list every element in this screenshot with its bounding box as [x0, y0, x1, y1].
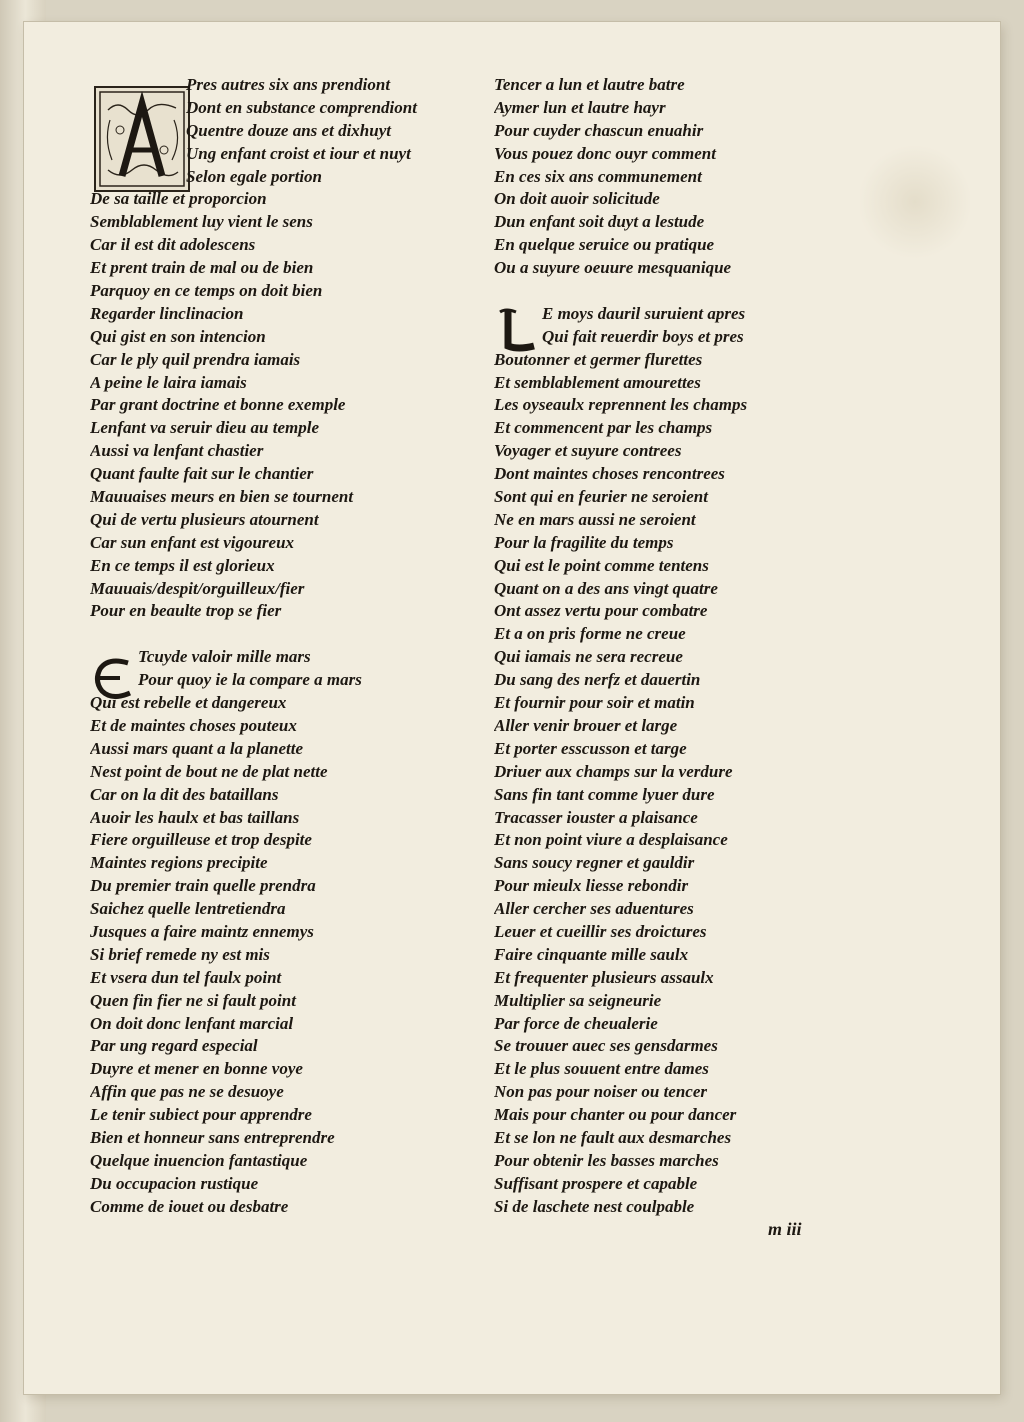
verse-line: Multiplier sa seigneurie	[494, 990, 662, 1010]
verse-line: Pour cuyder chascun enuahir	[494, 120, 704, 140]
verse-line: Sont qui en feurier ne seroient	[494, 487, 708, 507]
verse-line: Et prent train de mal ou de bien	[90, 258, 314, 278]
verse-line: Si de laschete nest coulpable	[494, 1196, 695, 1216]
verse-line: Quant faulte fait sur le chantier	[90, 464, 314, 484]
verse-line: Qui de vertu plusieurs atournent	[90, 509, 319, 529]
verse-line: Et non point viure a desplaisance	[494, 830, 728, 850]
verse-line: Les oyseaulx reprennent les champs	[494, 395, 748, 415]
verse-line: Du premier train quelle prendra	[90, 876, 316, 896]
verse-line: Aller venir brouer et large	[494, 715, 678, 735]
verse-line: Pour mieulx liesse rebondir	[494, 876, 689, 896]
verse-line: E moys dauril suruient apres	[542, 303, 746, 323]
verse-line: Bien et honneur sans entreprendre	[90, 1127, 335, 1147]
verse-line: Ou a suyure oeuure mesquanique	[494, 258, 732, 278]
verse-line: Dont en substance comprendiont	[186, 97, 417, 117]
verse-line: Mauuais/despit/orguilleux/fier	[90, 578, 305, 598]
verse-line: Regarder linclinacion	[90, 303, 244, 323]
verse-line: Suffisant prospere et capable	[494, 1173, 698, 1193]
verse-line: Pour la fragilite du temps	[494, 532, 674, 552]
verse-line: Qui iamais ne sera recreue	[494, 647, 683, 667]
verse-line: Aussi mars quant a la planette	[90, 738, 304, 758]
verse-line: De sa taille et proporcion	[90, 189, 267, 209]
signature-mark: m iii	[768, 1219, 802, 1239]
verse-line: Aller cercher ses aduentures	[494, 899, 694, 919]
verse-line: Tencer a lun et lautre batre	[494, 75, 685, 94]
verse-line: Quelque inuencion fantastique	[90, 1150, 308, 1170]
verse-line: Le tenir subiect pour apprendre	[90, 1105, 312, 1125]
verse-line: Et porter esscusson et targe	[494, 738, 687, 758]
verse-line: Ung enfant croist et iour et nuyt	[186, 143, 411, 163]
left-text-column	[90, 74, 490, 1219]
verse-line: Aussi va lenfant chastier	[90, 441, 264, 461]
verse-line: Saichez quelle lentretiendra	[90, 899, 286, 919]
verse-line: Jusques a faire maintz ennemys	[90, 921, 314, 941]
verse-line: Par ung regard especial	[90, 1036, 258, 1056]
verse-line: Driuer aux champs sur la verdure	[494, 761, 733, 781]
verse-line: Semblablement luy vient le sens	[90, 212, 313, 232]
verse-line: Et vsera dun tel faulx point	[90, 967, 282, 987]
verse-line: Et commencent par les champs	[494, 418, 713, 438]
verse-line: Faire cinquante mille saulx	[494, 944, 689, 964]
verse-line: On doit auoir solicitude	[494, 189, 660, 209]
verse-line: Vous pouez donc ouyr comment	[494, 143, 716, 163]
verse-line: Parquoy en ce temps on doit bien	[90, 281, 323, 301]
verse-line: Pour obtenir les basses marches	[494, 1150, 719, 1170]
verse-line: Quant on a des ans vingt quatre	[494, 578, 718, 598]
verse-line: Sans soucy regner et gauldir	[494, 853, 695, 873]
verse-line: Quentre douze ans et dixhuyt	[186, 120, 391, 140]
verse-line: Fiere orguilleuse et trop despite	[90, 830, 312, 850]
verse-line: Car il est dit adolescens	[90, 235, 256, 255]
verse-line: Selon egale portion	[186, 166, 323, 186]
verse-line: On doit donc lenfant marcial	[90, 1013, 294, 1033]
verse-line: Leuer et cueillir ses droictures	[494, 921, 707, 941]
verse-line: Dun enfant soit duyt a lestude	[494, 212, 705, 232]
verse-line: Se trouuer auec ses gensdarmes	[494, 1036, 718, 1056]
verse-line: Dont maintes choses rencontrees	[494, 464, 725, 484]
verse-line: Voyager et suyure contrees	[494, 441, 682, 461]
verse-line: Quen fin fier ne si fault point	[90, 990, 296, 1010]
verse-line: Et semblablement amourettes	[494, 372, 701, 392]
verse-line: A peine le laira iamais	[90, 372, 247, 392]
verse-line: Qui est le point comme tentens	[494, 555, 709, 575]
verse-line: Par grant doctrine et bonne exemple	[90, 395, 346, 415]
verse-line: Car le ply quil prendra iamais	[90, 349, 301, 369]
verse-line: Aymer lun et lautre hayr	[494, 97, 666, 117]
verse-line: Ont assez vertu pour combatre	[494, 601, 708, 621]
verse-line: En ce temps il est glorieux	[90, 555, 275, 575]
verse-line	[494, 280, 874, 303]
verse-line: Pres autres six ans prendiont	[186, 75, 391, 94]
verse-line: Comme de iouet ou desbatre	[90, 1196, 289, 1216]
verse-line: Qui fait reuerdir boys et pres	[542, 326, 744, 346]
verse-line: Lenfant va seruir dieu au temple	[90, 418, 320, 438]
verse-line: Qui est rebelle et dangereux	[90, 693, 287, 713]
verse-line: Pour quoy ie la compare a mars	[138, 670, 362, 690]
verse-line: Boutonner et germer flurettes	[494, 349, 703, 369]
verse-line: Mauuaises meurs en bien se tournent	[90, 487, 354, 507]
show-through-shadow	[860, 142, 970, 262]
verse-line: Car sun enfant est vigoureux	[90, 532, 295, 552]
verse-line: Affin que pas ne se desuoye	[90, 1082, 284, 1102]
verse-line: Car on la dit des bataillans	[90, 784, 279, 804]
verse-line: Et frequenter plusieurs assaulx	[494, 967, 714, 987]
verse-line: Tracasser iouster a plaisance	[494, 807, 698, 827]
verse-line: En ces six ans communement	[494, 166, 702, 186]
verse-line: Ne en mars aussi ne seroient	[494, 509, 696, 529]
verse-line: Qui gist en son intencion	[90, 326, 266, 346]
verse-line	[90, 623, 490, 646]
verse-line: Duyre et mener en bonne voye	[90, 1059, 303, 1079]
verse-line: Du occupacion rustique	[90, 1173, 259, 1193]
verse-line: Sans fin tant comme lyuer dure	[494, 784, 715, 804]
verse-line: Du sang des nerfz et dauertin	[494, 670, 701, 690]
verse-line: Et fournir pour soir et matin	[494, 693, 695, 713]
verse-line: Mais pour chanter ou pour dancer	[494, 1105, 737, 1125]
right-text-column	[494, 74, 874, 1219]
verse-line: Maintes regions precipite	[90, 853, 268, 873]
verse-line: En quelque seruice ou pratique	[494, 235, 715, 255]
verse-line: Pour en beaulte trop se fier	[90, 601, 282, 621]
verse-line: Et le plus souuent entre dames	[494, 1059, 709, 1079]
verse-line: Par force de cheualerie	[494, 1013, 658, 1033]
verse-line: Et se lon ne fault aux desmarches	[494, 1127, 732, 1147]
verse-line: Non pas pour noiser ou tencer	[494, 1082, 708, 1102]
verse-line: Auoir les haulx et bas taillans	[90, 807, 300, 827]
verse-line: Et de maintes choses pouteux	[90, 715, 297, 735]
verse-line: Tcuyde valoir mille mars	[138, 647, 311, 667]
verse-line: Et a on pris forme ne creue	[494, 624, 686, 644]
verse-line: Si brief remede ny est mis	[90, 944, 270, 964]
verse-line: Nest point de bout ne de plat nette	[90, 761, 328, 781]
